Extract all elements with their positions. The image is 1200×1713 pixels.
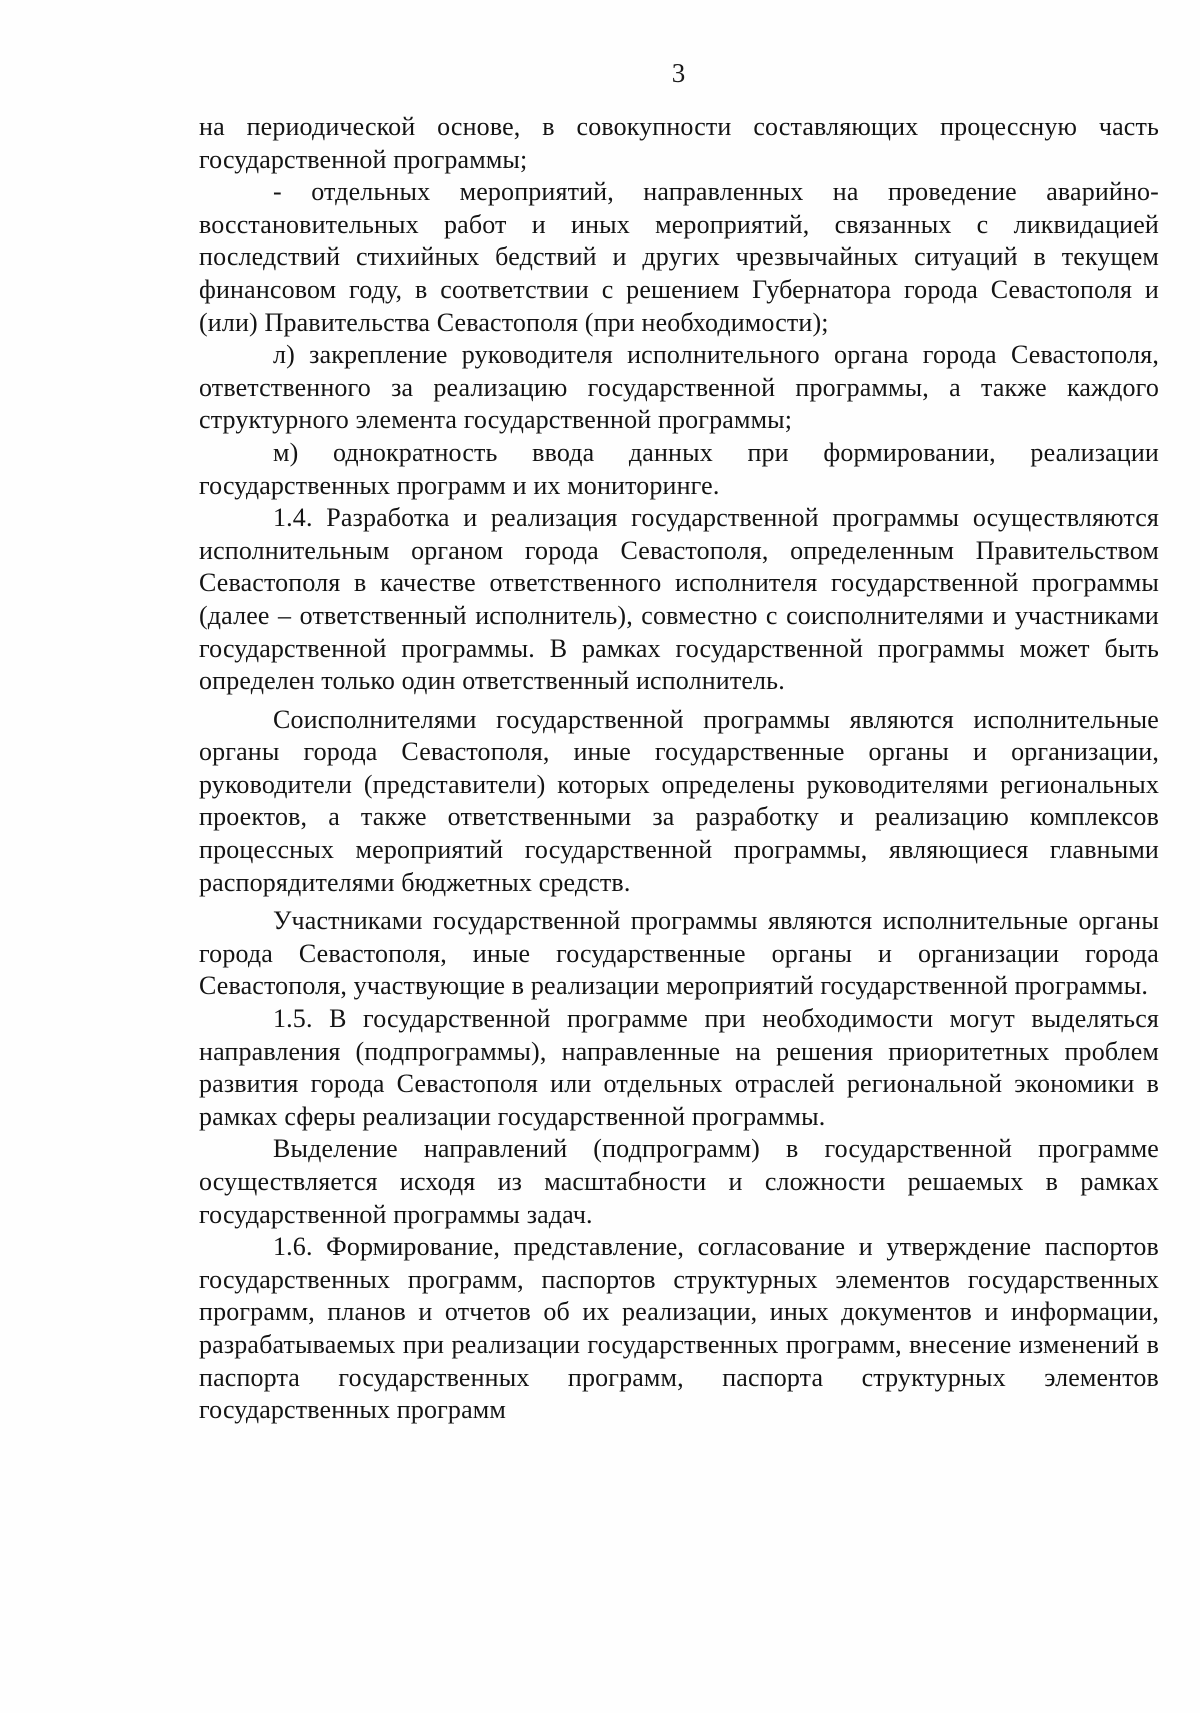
paragraph-participants: Участниками государственной программы являются исполнительные органы города Севастополя, иные государственные органы и организации города Севастополя, участвующие в реализации мероприятий государственной программы. bbox=[199, 906, 1159, 1001]
paragraph-subprograms: Выделение направлений (подпрограмм) в государственной программе осуществляется исходя из масштабности и сложности решаемых в рамках государственной программы задач. bbox=[199, 1134, 1159, 1229]
paragraph-separate-measures: - отдельных мероприятий, направленных на проведение аварийно-восстановительных работ и иных мероприятий, связанных с ликвидацией последствий стихийных бедствий и других чрезвычайных ситуаций в текущем финансовом году, в соответствии с решением Губернатора города Севастополя и (или) Правительства Севастополя (при необходимости); bbox=[199, 177, 1159, 337]
paragraph-item-m: м) однократность ввода данных при формировании, реализации государственных программ и их мониторинге. bbox=[199, 437, 1159, 500]
document-body bbox=[199, 111, 1159, 1427]
page-number: 3 bbox=[671, 58, 686, 88]
paragraph-co-executors: Соисполнителями государственной программы являются исполнительные органы города Севастополя, иные государственные органы и организации, руководители (представители) которых определены руководителями региональных проектов, а также ответственными за разработку и реализацию комплексов процессных мероприятий государственной программы, являющиеся главными распорядителями бюджетных средств. bbox=[199, 704, 1159, 897]
paragraph-item-l: л) закрепление руководителя исполнительного органа города Севастополя, ответственного за реализацию государственной программы, а также каждого структурного элемента государственной программы; bbox=[199, 340, 1159, 435]
paragraph-clause-1-5: 1.5. В государственной программе при необходимости могут выделяться направления (подпрограммы), направленные на решения приоритетных проблем развития города Севастополя или отдельных отраслей региональной экономики в рамках сферы реализации государственной программы. bbox=[199, 1004, 1159, 1131]
paragraph-clause-1-6: 1.6. Формирование, представление, согласование и утверждение паспортов государственных программ, паспортов структурных элементов государственных программ, планов и отчетов об их реализации, иных документов и информации, разрабатываемых при реализации государственных программ, внесение изменений в паспорта государственных программ, паспорта структурных элементов государственных программ bbox=[199, 1232, 1159, 1425]
paragraph-clause-1-4: 1.4. Разработка и реализация государственной программы осуществляются исполнительным органом города Севастополя, определенным Правительством Севастополя в качестве ответственного исполнителя государственной программы (далее – ответственный исполнитель), совместно с соисполнителями и участниками государственной программы. В рамках государственной программы может быть определен только один ответственный исполнитель. bbox=[199, 503, 1159, 696]
paragraph-continuation: на периодической основе, в совокупности составляющих процессную часть государственной программы; bbox=[199, 112, 1159, 174]
